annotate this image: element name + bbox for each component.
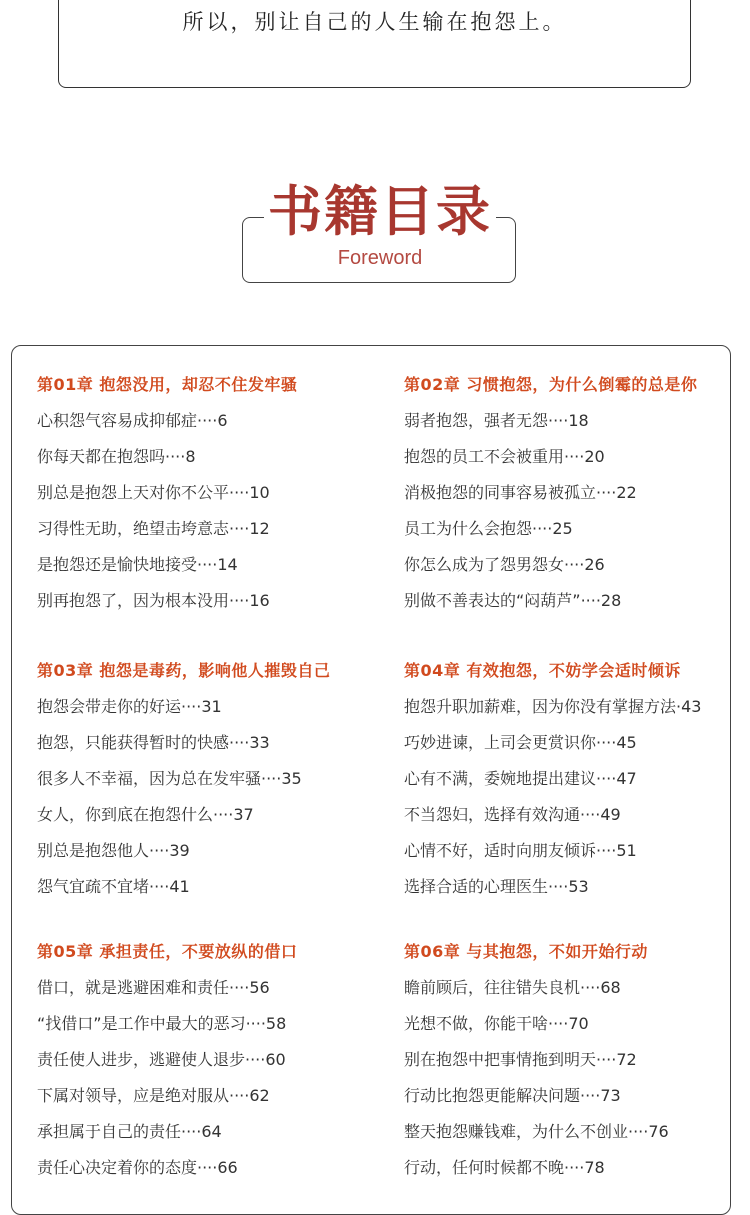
toc-item: 承担属于自己的责任····64 (37, 1122, 222, 1141)
chapter-title: 第05章 承担责任，不要放纵的借口 (37, 942, 298, 961)
toc-item: 抱怨升职加薪难，因为你没有掌握方法·43 (404, 697, 702, 716)
chapter-5 (37, 941, 387, 1193)
toc-item: 女人，你到底在抱怨什么····37 (37, 805, 254, 824)
toc-item: 心积怨气容易成抑郁症····6 (37, 411, 228, 430)
quote-box (58, 0, 691, 88)
toc-item: 抱怨的员工不会被重用····20 (404, 447, 605, 466)
toc-item: “找借口”是工作中最大的恶习····58 (37, 1014, 287, 1033)
toc-item: 消极抱怨的同事容易被孤立····22 (404, 483, 637, 502)
toc-item: 别做不善表达的“闷葫芦”····28 (404, 591, 622, 610)
chapter-3 (37, 660, 387, 912)
toc-item: 借口，就是逃避困难和责任····56 (37, 978, 270, 997)
toc-item: 光想不做，你能干啥····70 (404, 1014, 589, 1033)
chapter-title: 第03章 抱怨是毒药，影响他人摧毁自己 (37, 661, 331, 680)
toc-item: 责任使人进步，逃避使人退步····60 (37, 1050, 286, 1069)
chapter-6 (404, 941, 750, 1193)
chapter-title: 第06章 与其抱怨，不如开始行动 (404, 942, 648, 961)
toc-item: 别总是抱怨上天对你不公平····10 (37, 483, 270, 502)
toc-header (242, 175, 518, 285)
toc-item: 行动，任何时候都不晚····78 (404, 1158, 605, 1177)
toc-item: 弱者抱怨，强者无怨····18 (404, 411, 589, 430)
toc-item: 抱怨，只能获得暂时的快感····33 (37, 733, 270, 752)
chapter-4 (404, 660, 750, 912)
toc-item: 别总是抱怨他人····39 (37, 841, 190, 860)
toc-item: 行动比抱怨更能解决问题····73 (404, 1086, 621, 1105)
quote-text: 所以，别让自己的人生输在抱怨上。 (182, 10, 567, 34)
toc-item: 怨气宜疏不宜堵····41 (37, 877, 190, 896)
toc-item: 不当怨妇，选择有效沟通····49 (404, 805, 621, 824)
page-subtitle: Foreword (337, 247, 423, 269)
page-title: 书籍目录 (264, 175, 496, 247)
toc-item: 很多人不幸福，因为总在发牢骚····35 (37, 769, 302, 788)
toc-item: 整天抱怨赚钱难，为什么不创业····76 (404, 1122, 669, 1141)
toc-item: 瞻前顾后，往往错失良机····68 (404, 978, 621, 997)
toc-item: 选择合适的心理医生····53 (404, 877, 589, 896)
toc-item: 是抱怨还是愉快地接受····14 (37, 555, 238, 574)
toc-item: 习得性无助，绝望击垮意志····12 (37, 519, 270, 538)
toc-item: 心情不好，适时向朋友倾诉····51 (404, 841, 637, 860)
toc-item: 你每天都在抱怨吗····8 (37, 447, 196, 466)
chapter-title: 第02章 习惯抱怨，为什么倒霉的总是你 (404, 375, 698, 394)
toc-item: 下属对领导，应是绝对服从····62 (37, 1086, 270, 1105)
toc-item: 抱怨会带走你的好运····31 (37, 697, 222, 716)
chapter-1 (37, 374, 387, 626)
chapter-title: 第01章 抱怨没用，却忍不住发牢骚 (37, 375, 298, 394)
toc-item: 巧妙进谏，上司会更赏识你····45 (404, 733, 637, 752)
toc-item: 别再抱怨了，因为根本没用····16 (37, 591, 270, 610)
chapter-title: 第04章 有效抱怨，不妨学会适时倾诉 (404, 661, 681, 680)
toc-item: 别在抱怨中把事情拖到明天····72 (404, 1050, 637, 1069)
toc-item: 心有不满，委婉地提出建议····47 (404, 769, 637, 788)
toc-item: 员工为什么会抱怨····25 (404, 519, 573, 538)
toc-item: 你怎么成为了怨男怨女····26 (404, 555, 605, 574)
toc-item: 责任心决定着你的态度····66 (37, 1158, 238, 1177)
chapter-2 (404, 374, 750, 626)
